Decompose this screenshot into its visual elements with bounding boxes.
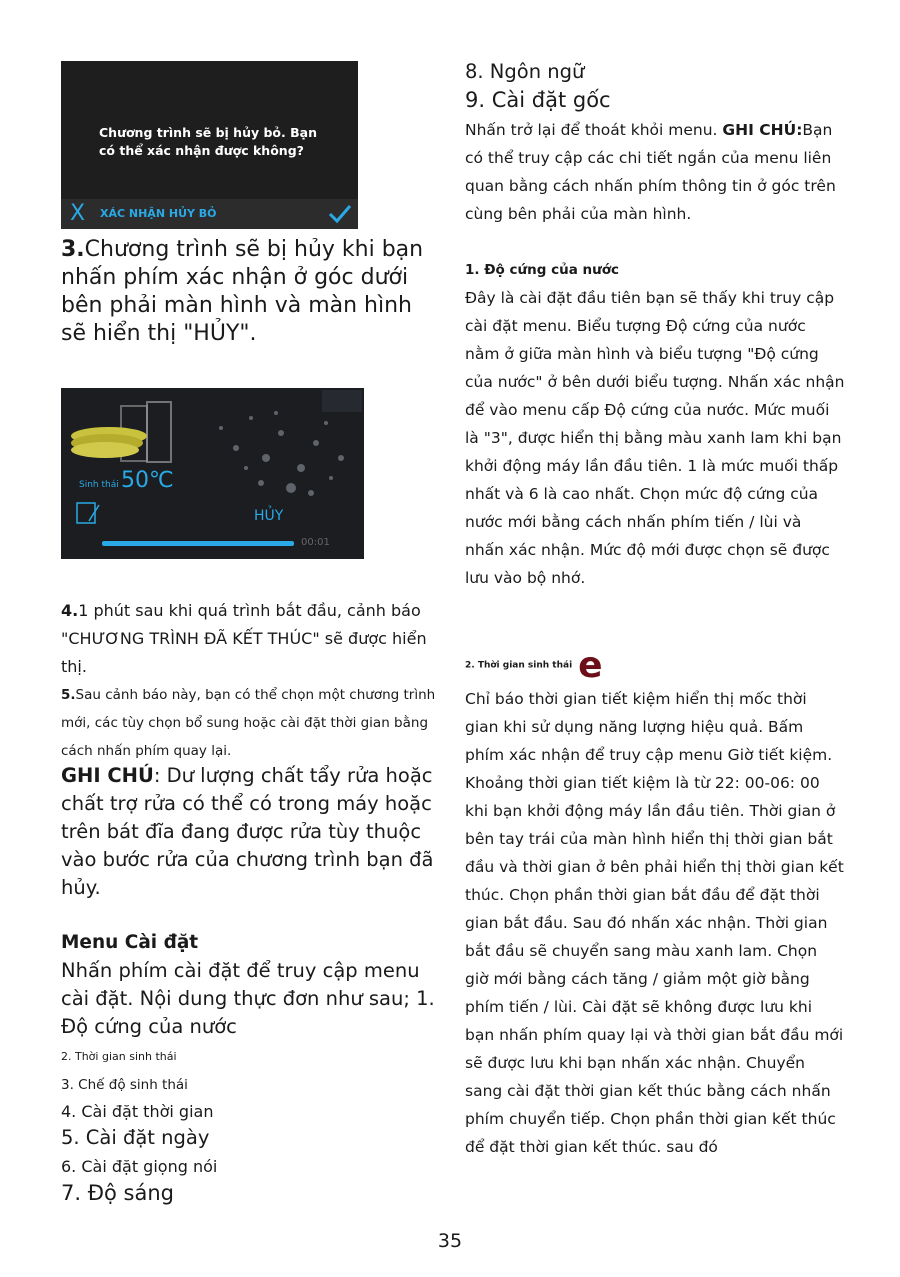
step-3-number: 3. — [61, 237, 85, 262]
dishes-glasses-illustration — [61, 388, 364, 559]
step-5-number: 5. — [61, 687, 76, 703]
water-hardness-heading: 1. Độ cứng của nước — [465, 262, 620, 278]
menu-intro-b: Bạn có thể truy cập các chi tiết ngắn của menu liên quan bằng cách nhấn phím thông tin ở góc trên cùng bên phải của màn hình. — [465, 121, 836, 223]
step-3-paragraph — [61, 236, 441, 348]
eco-time-text: Chỉ báo thời gian tiết kiệm hiển thị mốc thời gian khi sử dụng năng lượng hiệu quả. Bấm phím xác nhận để truy cập menu Giờ tiết kiệm. Khoảng thời gian tiết kiệm là từ 22: 00-06: 00 khi bạn khởi động máy lần đầu tiên. Thời gian ở bên tay trái của màn hình hiển thị thời gian bắt đầu và thời gian ở bên phải hiển thị thời gian kết thúc. Chọn phần thời gian bắt đầu để đặt thời gian bắt đầu. Sau đó nhấn xác nhận. Thời gian bắt đầu sẽ chuyển sang màu xanh lam. Chọn giờ mới bằng cách tăng / giảm một giờ bằng phím tiến / lùi. Cài đặt sẽ không được lưu khi bạn nhấn phím quay lại và thời gian bắt đầu mới sẽ được lưu khi bạn nhấn xác nhận. Chuyển sang cài đặt thời gian kết thúc bằng cách nhấn phím chuyển tiếp. Chọn phần thời gian kết thúc để đặt thời gian kết thúc. sau đó — [465, 690, 844, 1156]
step-4-number: 4. — [61, 601, 79, 620]
step-5-text: Sau cảnh báo này, bạn có thể chọn một chương trình mới, các tùy chọn bổ sung hoặc cài đặt thời gian bằng cách nhấn phím quay lại. — [61, 687, 436, 759]
cancel-confirm-label: XÁC NHẬN HỦY BỎ — [100, 207, 217, 220]
menu-item: 7. Độ sáng — [61, 1181, 174, 1205]
step-4-paragraph — [61, 597, 441, 681]
note-text: : Dư lượng chất tẩy rửa hoặc chất trợ rửa có thể có trong máy hoặc trên bát đĩa đang được rửa tùy thuộc vào bước rửa của chương trình bạn đã hủy. — [61, 764, 434, 899]
menu-item: 5. Cài đặt ngày — [61, 1126, 210, 1149]
note-paragraph — [61, 762, 441, 902]
step-5-paragraph — [61, 681, 441, 765]
water-hardness-text: Đây là cài đặt đầu tiên bạn sẽ thấy khi truy cập cài đặt menu. Biểu tượng Độ cứng của nước nằm ở giữa màn hình và biểu tượng "Độ cứng của nước" ở bên dưới biểu tượng. Nhấn xác nhận để vào menu cấp Độ cứng của nước. Mức muối là "3", được hiển thị bằng màu xanh lam khi bạn khởi động máy lần đầu tiên. 1 là mức muối thấp nhất và 6 là cao nhất. Chọn mức độ cứng của nước mới bằng cách nhấn phím tiến / lùi và nhấn xác nhận. Mức độ mới được chọn sẽ được lưu vào bộ nhớ. — [465, 289, 845, 587]
page-number: 35 — [437, 1230, 463, 1252]
menu-intro-a: Nhấn trở lại để thoát khỏi menu. — [465, 121, 723, 139]
cancel-confirm-message: Chương trình sẽ bị hủy bỏ. Bạn có thể xác nhận được không? — [99, 125, 317, 158]
program-cancel-screen-image — [61, 388, 364, 559]
eco-label: Sinh thái — [79, 480, 119, 490]
eco-icon: e — [578, 645, 603, 686]
menu-intro-paragraph — [465, 116, 845, 228]
step-3-text: Chương trình sẽ bị hủy khi bạn nhấn phím xác nhận ở góc dưới bên phải màn hình và màn hình sẽ hiển thị "HỦY". — [61, 237, 424, 346]
cancel-confirm-bar — [61, 199, 358, 229]
progress-bar — [102, 541, 294, 546]
checkmark-icon — [328, 202, 352, 226]
step-4-text: 1 phút sau khi quá trình bắt đầu, cảnh báo "CHƯƠNG TRÌNH ĐÃ KẾT THÚC" sẽ được hiển thị. — [61, 601, 427, 676]
menu-intro-note: GHI CHÚ: — [722, 121, 803, 139]
eco-time-heading — [465, 645, 603, 686]
menu-item: 3. Chế độ sinh thái — [61, 1077, 188, 1093]
menu-item: 8. Ngôn ngữ — [465, 60, 585, 83]
menu-item: 6. Cài đặt giọng nói — [61, 1157, 218, 1176]
time-readout: 00:01 — [301, 537, 330, 548]
menu-item: 4. Cài đặt thời gian — [61, 1102, 214, 1121]
menu-item: 9. Cài đặt gốc — [465, 88, 611, 112]
menu-item: 2. Thời gian sinh thái — [61, 1050, 177, 1063]
note-label: GHI CHÚ — [61, 764, 154, 787]
cancel-confirm-screen-image — [61, 61, 358, 229]
menu-settings-intro: Nhấn phím cài đặt để truy cập menu cài đặt. Nội dung thực đơn như sau; 1. Độ cứng của nước — [61, 959, 435, 1038]
menu-settings-heading: Menu Cài đặt — [61, 932, 199, 953]
eco-time-heading-text: 2. Thời gian sinh thái — [465, 660, 573, 671]
temperature-readout: 50℃ — [121, 468, 174, 493]
cancel-status: HỦY — [254, 508, 284, 524]
close-icon: X — [70, 201, 86, 226]
